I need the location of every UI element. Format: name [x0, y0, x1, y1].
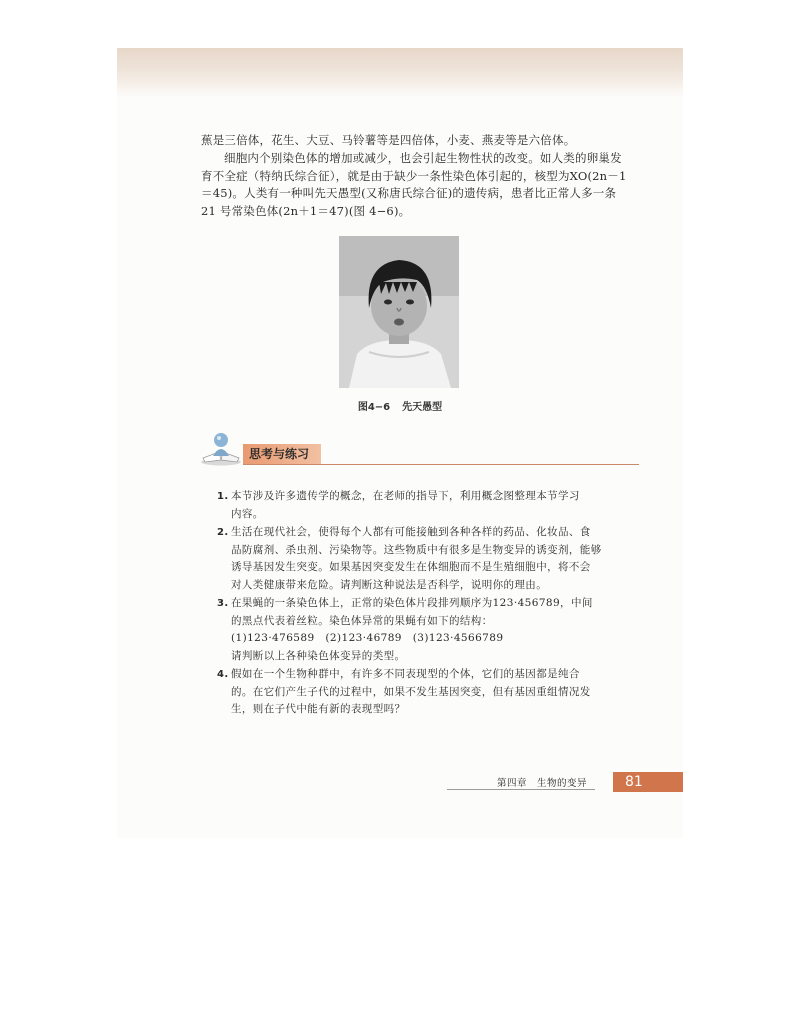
exercise-line: 诱导基因发生突变。如果基因突变发生在体细胞而不是生殖细胞中，将不会	[231, 561, 591, 573]
exercise-number: 1.	[217, 491, 229, 502]
figure-caption	[117, 398, 683, 413]
textbook-page	[117, 48, 683, 838]
paragraph-continuation: 蕉是三倍体，花生、大豆、马铃薯等是四倍体，小麦、燕麦等是六倍体。	[201, 133, 576, 147]
chapter-title: 生物的变异	[537, 778, 588, 789]
page-header-band	[117, 48, 683, 98]
exercise-line: 生，则在子代中能有新的表现型吗？	[231, 703, 406, 715]
exercise-line: 本节涉及许多遗传学的概念，在老师的指导下，利用概念图整理本节学习	[231, 490, 580, 502]
exercise-line: 生活在现代社会，使得每个人都有可能接触到各种各样的药品、化妆品、食	[231, 526, 591, 538]
exercise-line: (1)123·476589 (2)123·46789 (3)123·4566789	[231, 632, 504, 644]
exercise-line: 的黑点代表着丝粒。染色体异常的果蝇有如下的结构：	[231, 614, 493, 627]
exercise-line: 品防腐剂、杀虫剂、污染物等。这些物质中有很多是生物变异的诱变剂，能够	[231, 543, 602, 556]
exercise-list	[217, 488, 627, 720]
chapter-label	[497, 775, 587, 789]
section-divider	[243, 464, 639, 465]
exercise-item	[217, 666, 627, 719]
figure-photo-child	[339, 236, 459, 388]
exercise-item	[217, 595, 627, 665]
figure-number: 图4−6	[357, 402, 391, 413]
exercise-line: 对人类健康带来危险。请判断这种说法是否科学，说明你的理由。	[231, 578, 548, 591]
paragraph-aneuploidy: 细胞内个别染色体的增加或减少，也会引起生物性状的改变。如人类的卵巢发育不全症（特纳氏综合征），就是由于缺少一条性染色体引起的，核型为XO(2n－1＝45)。人类有一种叫先天愚型(又称唐氏综合征)的遗传病，患者比正常人多一条 21 号常染色体(2n＋1＝47)(图 4−6)。	[201, 151, 627, 218]
exercise-line: 假如在一个生物种群中，有许多不同表现型的个体，它们的基因都是纯合	[231, 668, 580, 680]
exercise-number: 4.	[217, 669, 229, 680]
section-title: 思考与练习	[243, 444, 321, 464]
reading-person-icon	[199, 428, 243, 466]
page-number: 81	[613, 772, 683, 792]
exercise-item	[217, 488, 627, 523]
exercise-line: 的。在它们产生子代的过程中，如果不发生基因突变，但有基因重组情况发	[231, 685, 591, 698]
exercise-line: 在果蝇的一条染色体上，正常的染色体片段排列顺序为123·456789，中间	[231, 597, 593, 609]
exercise-number: 3.	[217, 598, 229, 609]
exercise-line: 请判断以上各种染色体变异的类型。	[231, 649, 406, 662]
chapter-number: 第四章	[497, 778, 528, 789]
exercise-item	[217, 524, 627, 594]
figure-title: 先天愚型	[402, 402, 443, 413]
exercise-line: 内容。	[231, 507, 264, 520]
exercise-section-header	[199, 428, 639, 468]
exercise-number: 2.	[217, 527, 229, 538]
footer-divider	[447, 789, 595, 790]
